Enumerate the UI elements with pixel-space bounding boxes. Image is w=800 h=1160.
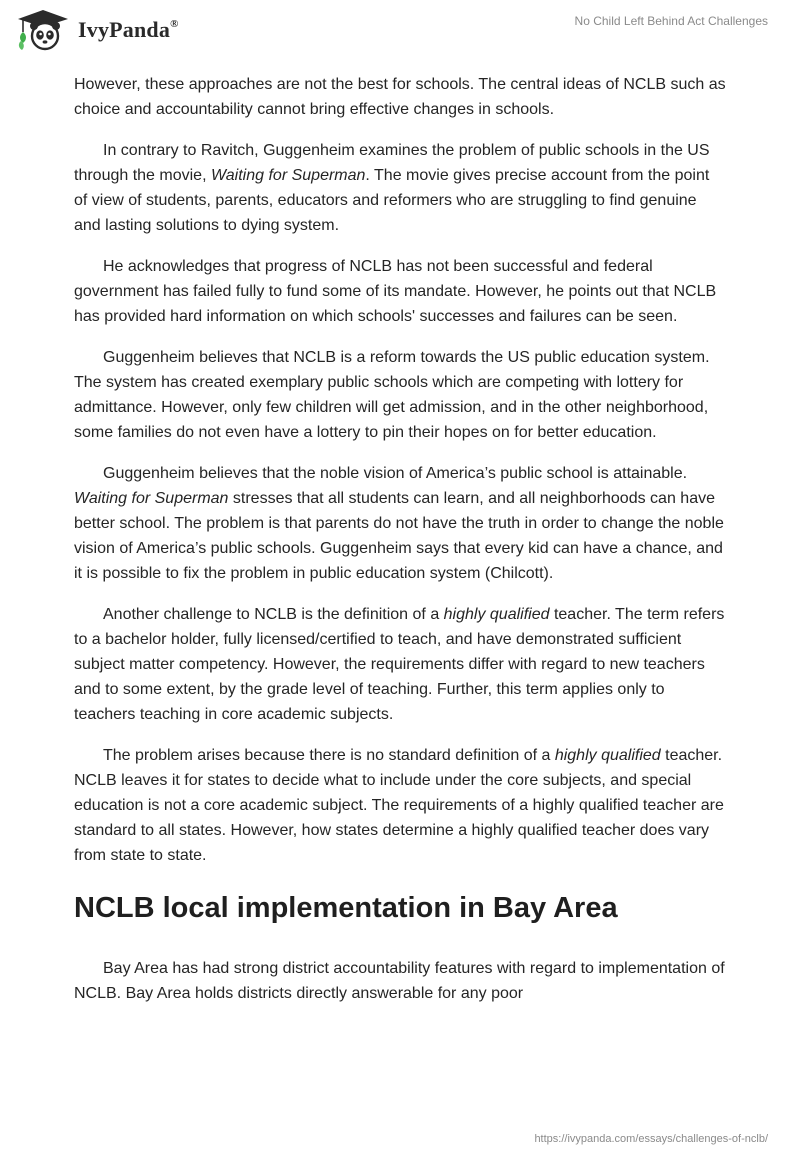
brand-name: IvyPanda®: [78, 17, 179, 42]
paragraph-list: [74, 72, 726, 868]
section-paragraph: Bay Area has had strong district accountability features with regard to implementation of NCLB. Bay Area holds districts directly answerable for any poor: [74, 960, 725, 1002]
body-paragraph: [74, 138, 726, 238]
text-run: The problem arises because there is no standard definition of a: [103, 747, 555, 764]
text-run: . The movie gives precise account from the point of view of students, parents, educators and reformers who are struggling to find genuine and lasting solutions to dying system.: [74, 167, 710, 234]
registered-mark: ®: [170, 17, 179, 30]
italic-title: Waiting for Superman: [74, 490, 229, 507]
body-paragraph: [74, 345, 726, 445]
text-run: Guggenheim believes that the noble vision of America’s public school is attainable.: [103, 465, 688, 482]
text-run: However, these approaches are not the best for schools. The central ideas of NCLB such as choice and accountability cannot bring effective changes in schools.: [74, 76, 726, 118]
panda-graduate-icon: [14, 8, 72, 52]
body-paragraph: [74, 602, 726, 727]
text-run: Guggenheim believes that NCLB is a reform towards the US public education system. The system has created exemplary public schools which are competing with lottery for admittance. However, only few children will get admission, and in the other neighborhood, some families do not even have a lottery to pin their hopes on for better education.: [74, 349, 710, 441]
ivypanda-logo[interactable]: [14, 8, 179, 52]
source-url-link[interactable]: https://ivypanda.com/essays/challenges-of-nclb/: [534, 1133, 768, 1145]
body-paragraph: [74, 254, 726, 329]
body-paragraph: [74, 743, 726, 868]
essay-body: [74, 72, 726, 1022]
text-run: stresses that all students can learn, and all neighborhoods can have better school. The problem is that parents do not have the truth in order to change the noble vision of America’s public schools. Guggenheim says that every kid can have a chance, and it is possible to fix the problem in public education system (Chilcott).: [74, 490, 724, 582]
text-run: He acknowledges that progress of NCLB has not been successful and federal government has failed fully to fund some of its mandate. However, he points out that NCLB has provided hard information on which schools' successes and failures can be seen.: [74, 258, 717, 325]
italic-title: highly qualified: [554, 747, 661, 764]
text-run: In contrary to Ravitch, Guggenheim examines the problem of public schools in the US through the movie,: [74, 142, 710, 184]
text-run: Another challenge to NCLB is the definition of a: [103, 606, 444, 623]
text-run: teacher. NCLB leaves it for states to decide what to include under the core subjects, and special education is not a core academic subject. The requirements of a highly qualified teacher are standard to all states. However, how states determine a highly qualified teacher does vary from state to state.: [74, 747, 724, 864]
italic-title: highly qualified: [443, 606, 550, 623]
italic-title: Waiting for Superman: [210, 167, 366, 184]
section-heading: NCLB local implementation in Bay Area: [74, 892, 618, 924]
text-run: teacher. The term refers to a bachelor holder, fully licensed/certified to teach, and have demonstrated sufficient subject matter competency. However, the requirements differ with regard to new teachers and to some extent, by the grade level of teaching. Further, this term applies only to teachers teaching in core academic subjects.: [74, 606, 725, 723]
page-header: [0, 0, 800, 60]
document-title: No Child Left Behind Act Challenges: [574, 14, 768, 28]
body-paragraph: [74, 461, 726, 586]
body-paragraph: [74, 72, 726, 122]
